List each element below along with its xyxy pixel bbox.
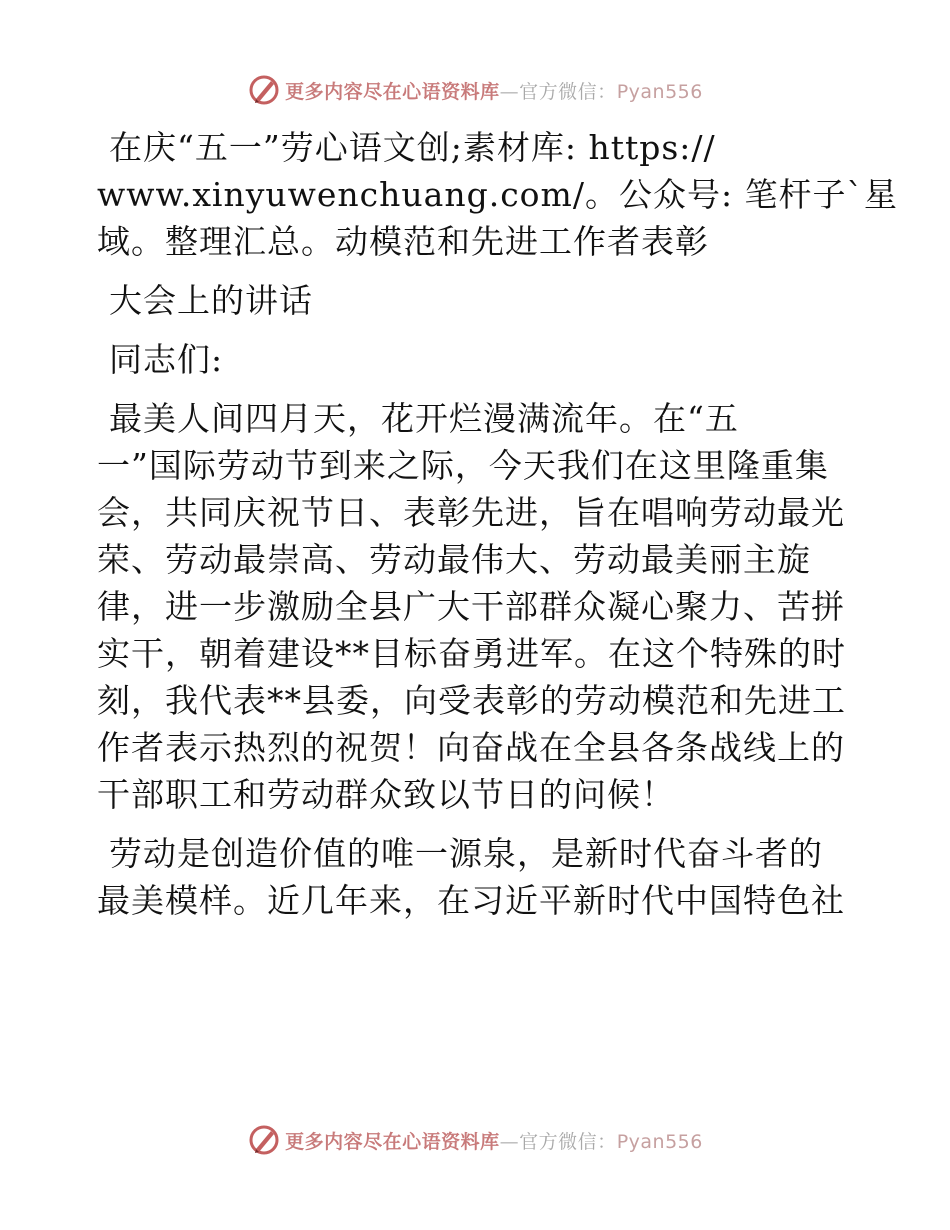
paragraph-line: 刻，我代表**县委，向受表彰的劳动模范和先进工 [97, 681, 846, 720]
header-watermark [247, 73, 703, 107]
paragraph-2 [97, 830, 857, 924]
pen-circle-icon [247, 73, 281, 107]
paragraph-line: 一”国际劳动节到来之际，今天我们在这里隆重集 [97, 446, 829, 485]
paragraph-line: 荣、劳动最崇高、劳动最伟大、劳动最美丽主旋 [97, 540, 811, 579]
paragraph-line: 最美人间四月天，花开烂漫满流年。在“五 [109, 399, 739, 438]
paragraph-line: 最美模样。近几年来，在习近平新时代中国特色社 [97, 881, 845, 920]
salutation [97, 336, 857, 383]
watermark-brand: 更多内容尽在心语资料库 [285, 1130, 500, 1153]
paragraph-line: 会，共同庆祝节日、表彰先进，旨在唱响劳动最光 [97, 493, 845, 532]
paragraph-1 [97, 395, 857, 818]
footer-watermark-banner [0, 1120, 950, 1160]
paragraph-line: 劳动是创造价值的唯一源泉，是新时代奋斗者的 [109, 834, 823, 873]
paragraph-line: 实干，朝着建设**目标奋勇进军。在这个特殊的时 [97, 634, 846, 673]
watermark-label: 官方微信： [519, 80, 617, 103]
watermark-wechat-id: Pyan556 [616, 80, 703, 103]
pen-circle-icon [247, 1123, 281, 1157]
paragraph-line: 作者表示热烈的祝贺！向奋战在全县各条战线上的 [97, 728, 845, 767]
title-line: 在庆“五一”劳心语文创;素材库: https:// [109, 128, 716, 167]
document-body [97, 124, 899, 936]
paragraph-line: 律，进一步激励全县广大干部群众凝心聚力、苦拼 [97, 587, 845, 626]
watermark-brand: 更多内容尽在心语资料库 [285, 80, 500, 103]
watermark-text [285, 77, 703, 104]
watermark-dash: — [499, 80, 520, 103]
footer-watermark [247, 1123, 703, 1157]
watermark-label: 官方微信： [519, 1130, 617, 1153]
title-line: www.xinyuwenchuang.com/。公众号: 笔杆子`星 [97, 175, 899, 214]
watermark-dash: — [499, 1130, 520, 1153]
watermark-text [285, 1127, 703, 1154]
salutation-line: 同志们: [109, 340, 224, 379]
title-line: 域。整理汇总。动模范和先进工作者表彰 [97, 222, 709, 261]
document-title-continued [97, 277, 857, 324]
document-title [97, 124, 899, 265]
watermark-wechat-id: Pyan556 [616, 1130, 703, 1153]
header-watermark-banner [0, 70, 950, 110]
paragraph-line: 干部职工和劳动群众致以节日的问候！ [97, 775, 675, 814]
title-line: 大会上的讲话 [109, 281, 313, 320]
